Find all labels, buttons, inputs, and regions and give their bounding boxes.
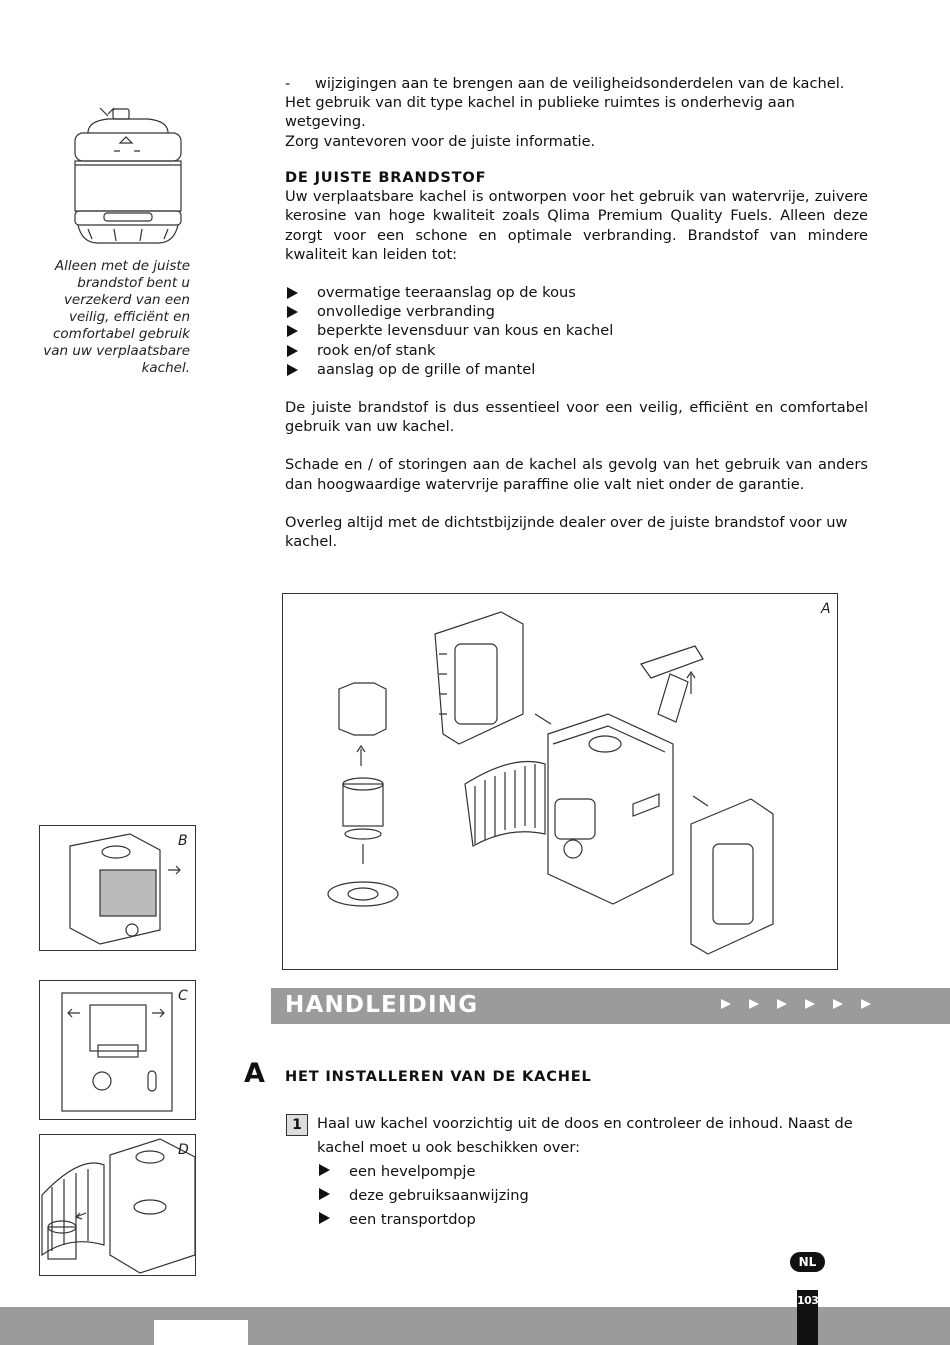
heater-grille-removal-illustration	[40, 826, 195, 950]
intro-line-2: Het gebruik van dit type kachel in publieke ruimtes is onderhevig aan wetgeving.	[285, 94, 795, 131]
list-item: rook en/of stank	[285, 341, 868, 360]
step-line-2: kachel moet u ook beschikken over:	[317, 1139, 581, 1156]
figure-d-label: D	[178, 1142, 189, 1158]
fuel-paragraph-4: Overleg altijd met de dichtstbijzijnde dealer over de juiste brandstof voor uw kachel.	[285, 513, 848, 551]
fuel-caption: Alleen met de juiste brandstof bent u verzekerd van een veilig, efficiënt en comfortabel gebruik van uw verplaatsbare kachel.	[43, 258, 190, 376]
list-item: overmatige teeraanslag op de kous	[285, 283, 868, 302]
banner-title: HANDLEIDING	[285, 992, 479, 1018]
arrow-right-icon	[749, 999, 759, 1009]
fuel-paragraph-3: Schade en / of storingen aan de kachel als gevolg van het gebruik van anders dan hoogwaardige watervrije paraffine olie valt niet onder de garantie.	[285, 456, 868, 493]
step-number-badge: 1	[286, 1114, 308, 1136]
figure-a	[282, 593, 838, 970]
list-item: een hevelpompje	[317, 1160, 857, 1184]
section-letter: A	[244, 1058, 265, 1089]
fuel-heading: DE JUISTE BRANDSTOF	[285, 169, 487, 186]
bullet-arrow-icon	[287, 325, 298, 337]
bullet-arrow-icon	[287, 306, 298, 318]
intro-line-3: Zorg vantevoren voor de juiste informatie.	[285, 132, 596, 150]
required-items-list	[317, 1160, 857, 1232]
handleiding-banner	[271, 988, 950, 1024]
step-line-1: Haal uw kachel voorzichtig uit de doos en controleer de inhoud. Naast de	[317, 1115, 853, 1132]
bullet-arrow-icon	[287, 364, 298, 376]
figure-b	[39, 825, 196, 951]
figure-c	[39, 980, 196, 1120]
figure-d	[39, 1134, 196, 1276]
section-heading: HET INSTALLEREN VAN DE KACHEL	[285, 1068, 592, 1085]
list-item: een transportdop	[317, 1208, 857, 1232]
figure-b-label: B	[178, 833, 188, 849]
list-item: beperkte levensduur van kous en kachel	[285, 321, 868, 340]
fuel-paragraph: Uw verplaatsbare kachel is ontworpen voor het gebruik van watervrije, zuivere kerosine van hoge kwaliteit zoals Qlima Premium Quality Fuels. Alleen deze zorgt voor een schone en optimale verbranding. Brandstof van mindere kwaliteit kan leiden tot:	[285, 188, 868, 263]
page-number: 103	[797, 1290, 818, 1345]
bullet-arrow-icon	[287, 287, 298, 299]
list-item: onvolledige verbranding	[285, 302, 868, 321]
footer-white-block	[154, 1320, 248, 1345]
arrow-right-icon	[721, 999, 731, 1009]
list-item: deze gebruiksaanwijzing	[317, 1184, 857, 1208]
bullet-arrow-icon	[319, 1212, 330, 1224]
arrow-right-icon	[861, 999, 871, 1009]
bullet-arrow-icon	[319, 1164, 330, 1176]
heater-exploded-view	[283, 594, 837, 969]
fuel-bullet-list	[285, 283, 868, 379]
banner-arrows	[721, 999, 889, 1009]
figure-a-label: A	[821, 601, 831, 617]
fuel-section	[285, 168, 868, 551]
burner-removal-illustration	[40, 981, 195, 1119]
intro-line-1-text: wijzigingen aan te brengen aan de veiligheidsonderdelen van de kachel.	[314, 75, 845, 92]
arrow-right-icon	[833, 999, 843, 1009]
arrow-right-icon	[805, 999, 815, 1009]
step-1-text	[317, 1112, 857, 1232]
figure-c-label: C	[178, 988, 188, 1004]
bullet-arrow-icon	[287, 345, 298, 357]
intro-text	[285, 74, 875, 151]
intro-line-1	[285, 74, 875, 93]
fuel-paragraph-2: De juiste brandstof is dus essentieel voor een veilig, efficiënt en comfortabel gebruik van uw kachel.	[285, 399, 868, 436]
wick-removal-illustration	[40, 1135, 195, 1275]
language-badge: NL	[790, 1252, 825, 1272]
fuel-can-illustration	[68, 105, 188, 247]
bullet-arrow-icon	[319, 1188, 330, 1200]
arrow-right-icon	[777, 999, 787, 1009]
list-item: aanslag op de grille of mantel	[285, 360, 868, 379]
intro-dash: -	[285, 75, 291, 92]
